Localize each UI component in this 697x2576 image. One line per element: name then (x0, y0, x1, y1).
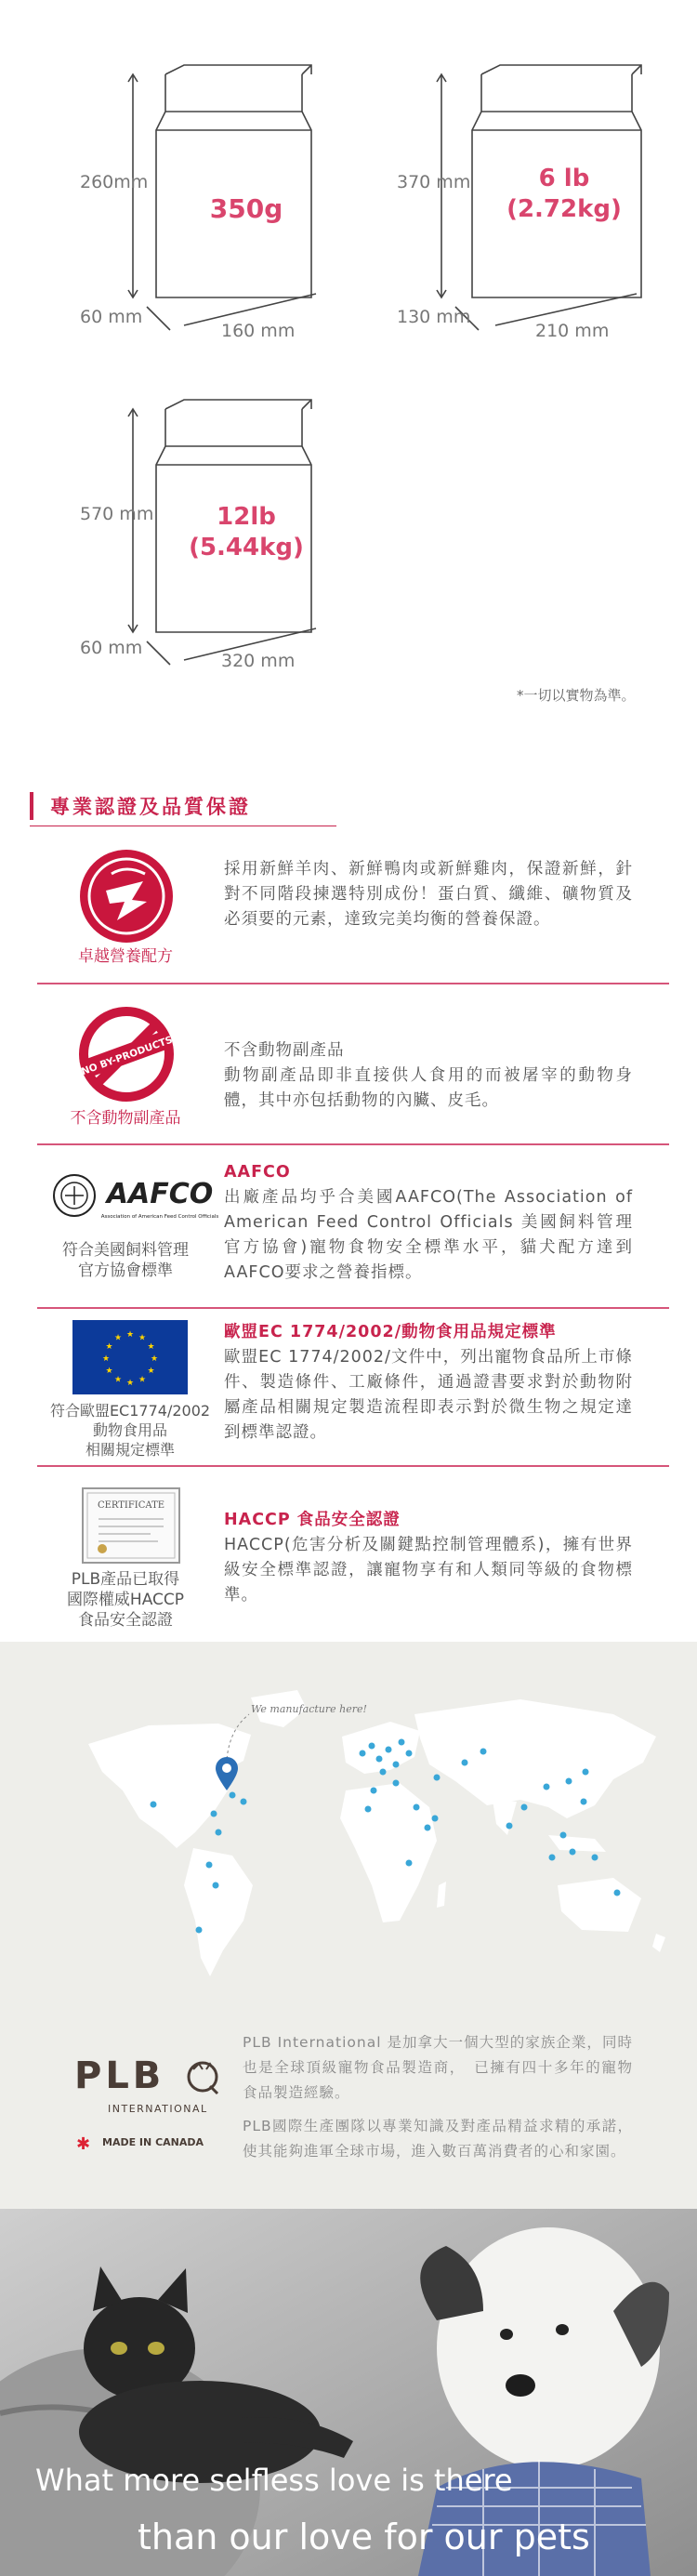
map-location-dot (213, 1882, 219, 1889)
eu-star: ★ (125, 1330, 135, 1340)
map-location-dot (386, 1747, 392, 1753)
map-location-dot (393, 1762, 400, 1768)
map-location-dot (371, 1788, 377, 1794)
title-accent-bar (30, 792, 33, 820)
cert-label: PLB產品已取得 國際權威HACCP 食品安全認證 (66, 1570, 185, 1631)
map-location-dot (592, 1855, 598, 1861)
cert-text: HACCP(危害分析及關鍵點控制管理體系)，擁有世界級安全標準認證，讓寵物享有和人類同等級的食物標準。 (224, 1536, 633, 1605)
map-location-dot (406, 1860, 413, 1867)
eu-star: ★ (101, 1354, 111, 1364)
map-location-dot (560, 1832, 567, 1839)
weight-line: 350g (209, 193, 283, 224)
company-section (0, 1642, 697, 2209)
maple-leaf-icon: ✱ (76, 2134, 91, 2154)
eu-star: ★ (125, 1379, 135, 1388)
cert-body (224, 1160, 633, 1286)
cert-label: 符合美國飼料管理 官方協會標準 (62, 1241, 189, 1281)
eu-star: ★ (147, 1367, 155, 1376)
cert-text: 採用新鮮羊肉、新鮮鴨肉或新鮮雞肉，保證新鮮，針對不同階段揀選特別成份！蛋白質、纖維、礦物質及必須要的元素，達致完美均衡的營養保證。 (224, 860, 633, 929)
cert-heading: AAFCO (224, 1163, 291, 1182)
map-location-dot (614, 1890, 621, 1896)
company-about-1: PLB International 是加拿大一個大型的家族企業，同時也是全球頂級寵物食品製造商， 已擁有四十多年的寵物食品製造經驗。 (243, 2034, 633, 2101)
map-location-dot (230, 1792, 236, 1799)
map-location-dot (434, 1775, 441, 1781)
map-location-dot (380, 1769, 387, 1776)
cert-body (224, 1013, 633, 1114)
eu-star: ★ (138, 1375, 147, 1385)
world-map (0, 1642, 697, 2032)
map-location-dot (211, 1811, 217, 1817)
cert-divider (37, 1143, 669, 1145)
weight-line: (2.72kg) (506, 194, 622, 223)
certifications-title: 專業認證及品質保證 (50, 796, 251, 818)
map-location-dot (399, 1739, 405, 1746)
company-about-2: PLB國際生產團隊以專業知識及對產品精益求精的承諾，使其能夠進軍全球市場，進入數百萬消費者的心和家園。 (243, 2118, 633, 2160)
cert-text: 出廠產品均乎合美國AAFCO(The Association of American Feed Control Officials 美國飼料管理官方協會)寵物食物安全標準水平，貓犬配方達到AAFCO要求之營養指標。 (224, 1188, 633, 1282)
eu-star: ★ (113, 1333, 123, 1343)
cert-body (224, 857, 633, 932)
package-large (0, 372, 335, 688)
pets-photo (0, 2209, 697, 2576)
map-location-dot (521, 1804, 528, 1811)
logo-wordmark: PLB (74, 2054, 165, 2097)
eu-star: ★ (138, 1333, 147, 1343)
height-label: 370 mm (397, 172, 471, 192)
map-location-dot (581, 1799, 587, 1805)
eu-flag-icon (72, 1320, 188, 1394)
dog-logo-icon (184, 2058, 221, 2095)
map-location-dot (583, 1769, 589, 1776)
map-location-dot (151, 1802, 157, 1808)
map-location-dot (393, 1780, 400, 1787)
eu-star: ★ (150, 1354, 159, 1364)
made-in-label: MADE IN CANADA (102, 2136, 204, 2148)
package-small (0, 0, 335, 372)
map-location-dot (216, 1830, 222, 1836)
made-in-canada (76, 2134, 204, 2154)
cert-text: 不含動物副產品 動物副產品即非直接供人食用的而被屠宰的動物身體，其中亦包括動物的內臟、皮毛。 (224, 1041, 633, 1110)
map-location-dot (480, 1749, 487, 1755)
no-by-products-icon (78, 1006, 175, 1103)
map-location-dot (241, 1799, 247, 1805)
cert-body (224, 1320, 633, 1446)
map-location-dot (369, 1743, 375, 1750)
cert-text: 歐盟EC 1774/2002/文件中，列出寵物食品所上市條件、製造條件、工廠條件，通過證書要求對於動物附屬產品相關規定製造流程即表示對於微生物之規定達到標準認證。 (224, 1348, 633, 1442)
aafco-logo-icon (48, 1171, 225, 1225)
eu-star: ★ (105, 1342, 113, 1352)
weight-label (177, 502, 316, 562)
cert-divider (37, 983, 669, 984)
map-location-dot (196, 1927, 203, 1934)
cert-body (224, 1508, 633, 1608)
depth-label: 60 mm (80, 638, 143, 658)
eu-star: ★ (147, 1342, 155, 1352)
package-small-diagram (0, 0, 335, 372)
map-location-dot (544, 1784, 550, 1790)
map-location-dot (425, 1825, 431, 1831)
aafco-wordmark: AAFCO (106, 1178, 214, 1210)
eu-star: ★ (105, 1367, 113, 1376)
depth-label: 130 mm (397, 307, 471, 327)
slogan-line-2: than our love for our pets (138, 2517, 590, 2557)
weight-line: (5.44kg) (189, 533, 304, 561)
certificate-icon (82, 1487, 180, 1564)
width-label: 160 mm (221, 321, 296, 341)
map-location-dot (566, 1778, 572, 1785)
map-location-dot (376, 1756, 383, 1763)
map-location-dot (414, 1804, 420, 1811)
map-callout: We manufacture here! (251, 1703, 367, 1715)
cert-label: 卓越營養配方 (78, 947, 173, 966)
cert-label: 不含動物副產品 (70, 1109, 181, 1128)
section-title (30, 788, 364, 824)
weight-line: 6 lb (538, 165, 590, 192)
cert-divider (37, 1307, 669, 1309)
map-location-dot (506, 1823, 513, 1830)
cert-label: 符合歐盟EC1774/2002 動物食用品 相關規定標準 (49, 1402, 211, 1459)
map-location-dot (570, 1849, 576, 1856)
weight-line: 12lb (217, 503, 276, 531)
cert-heading: 歐盟EC 1774/2002/動物食用品規定標準 (224, 1323, 557, 1341)
badge-text: NO BY-PRODUCTS (79, 1034, 175, 1078)
width-label: 210 mm (535, 321, 610, 341)
cert-divider (37, 1465, 669, 1467)
map-location-dot (365, 1806, 372, 1813)
red-seal-icon (78, 848, 175, 945)
eu-star: ★ (113, 1375, 123, 1385)
map-location-dot (206, 1862, 213, 1869)
depth-label: 60 mm (80, 307, 143, 327)
height-label: 570 mm (80, 504, 154, 524)
map-location-dot (432, 1816, 439, 1822)
cert-heading: HACCP 食品安全認證 (224, 1511, 401, 1529)
weight-label (494, 164, 634, 224)
certificate-title: CERTIFICATE (97, 1500, 165, 1511)
package-medium (372, 0, 697, 372)
map-location-dot (462, 1760, 468, 1766)
map-location-dot (360, 1750, 366, 1757)
height-label: 260mm (80, 172, 149, 192)
map-location-dot (549, 1855, 556, 1861)
map-location-dot (406, 1750, 413, 1757)
slogan-line-1: What more selfless love is there (35, 2463, 513, 2498)
weight-label (191, 192, 302, 225)
logo-subtitle: INTERNATIONAL (108, 2103, 208, 2115)
aafco-subtext: Association of American Feed Control Officials (100, 1214, 219, 1220)
width-label: 320 mm (221, 651, 296, 671)
disclaimer-note: *一切以實物為準。 (517, 687, 636, 704)
